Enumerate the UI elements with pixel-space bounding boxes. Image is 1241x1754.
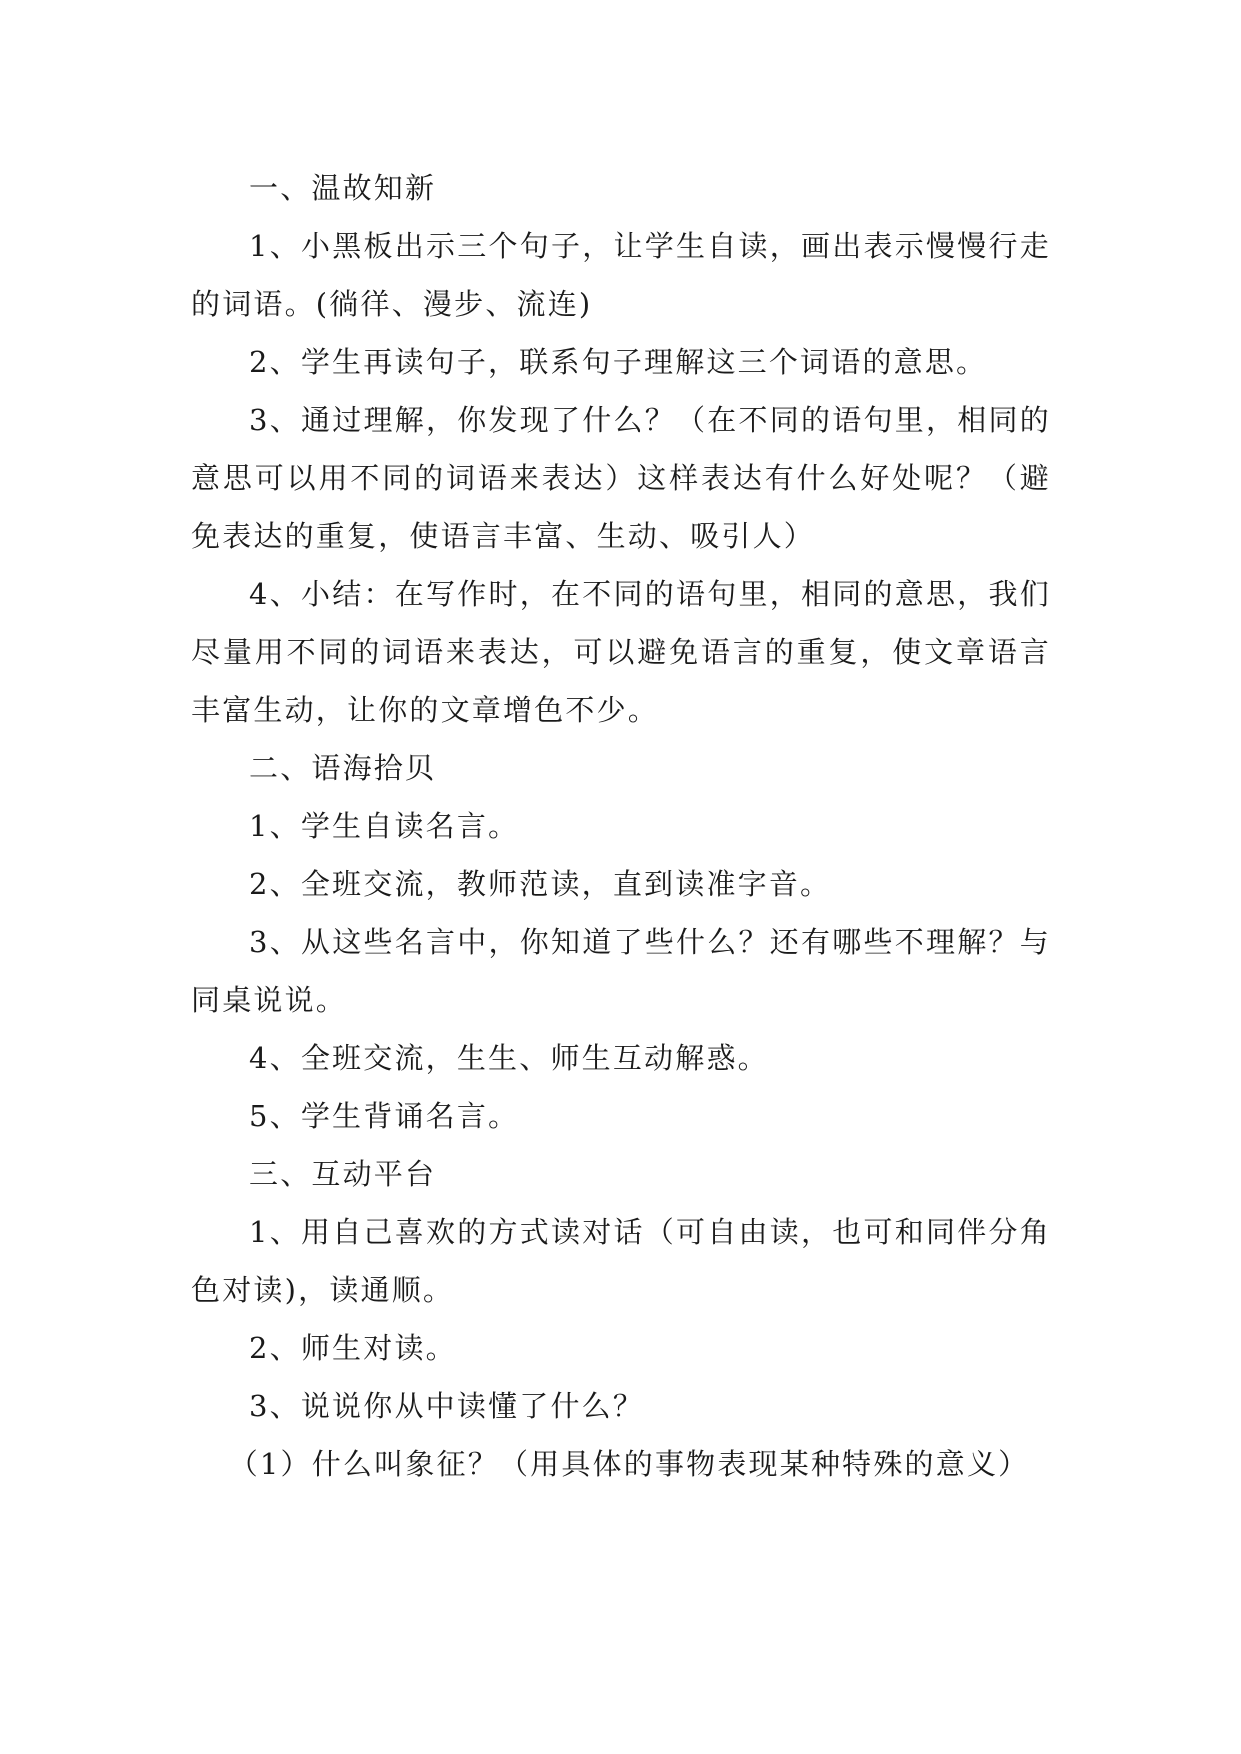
paragraph: 1、小黑板出示三个句子，让学生自读，画出表示慢慢行走的词语。(徜徉、漫步、流连) [191, 229, 1051, 321]
paragraph: 1、用自己喜欢的方式读对话（可自由读，也可和同伴分角色对读)，读通顺。 [191, 1215, 1051, 1307]
sub-paragraph: （1）什么叫象征？（用具体的事物表现某种特殊的意义） [228, 1447, 1030, 1481]
document-body [191, 159, 1051, 1493]
paragraph: 2、师生对读。 [249, 1331, 457, 1365]
paragraph: 2、学生再读句子，联系句子理解这三个词语的意思。 [249, 345, 988, 379]
paragraph: 3、通过理解，你发现了什么？（在不同的语句里，相同的意思可以用不同的词语来表达）这样表达有什么好处呢？（避免表达的重复，使语言丰富、生动、吸引人） [191, 403, 1051, 553]
section-heading-3: 三、互动平台 [249, 1157, 437, 1191]
paragraph: 3、说说你从中读懂了什么？ [249, 1389, 645, 1423]
paragraph: 4、全班交流，生生、师生互动解惑。 [249, 1041, 769, 1075]
paragraph: 4、小结：在写作时，在不同的语句里，相同的意思，我们尽量用不同的词语来表达，可以避免语言的重复，使文章语言丰富生动，让你的文章增色不少。 [191, 577, 1051, 727]
paragraph: 2、全班交流，教师范读，直到读准字音。 [249, 867, 832, 901]
paragraph: 3、从这些名言中，你知道了些什么？还有哪些不理解？与同桌说说。 [191, 925, 1051, 1017]
section-heading-2: 二、语海拾贝 [249, 751, 437, 785]
paragraph: 1、学生自读名言。 [249, 809, 520, 843]
section-heading-1: 一、温故知新 [249, 171, 437, 205]
paragraph: 5、学生背诵名言。 [249, 1099, 520, 1133]
